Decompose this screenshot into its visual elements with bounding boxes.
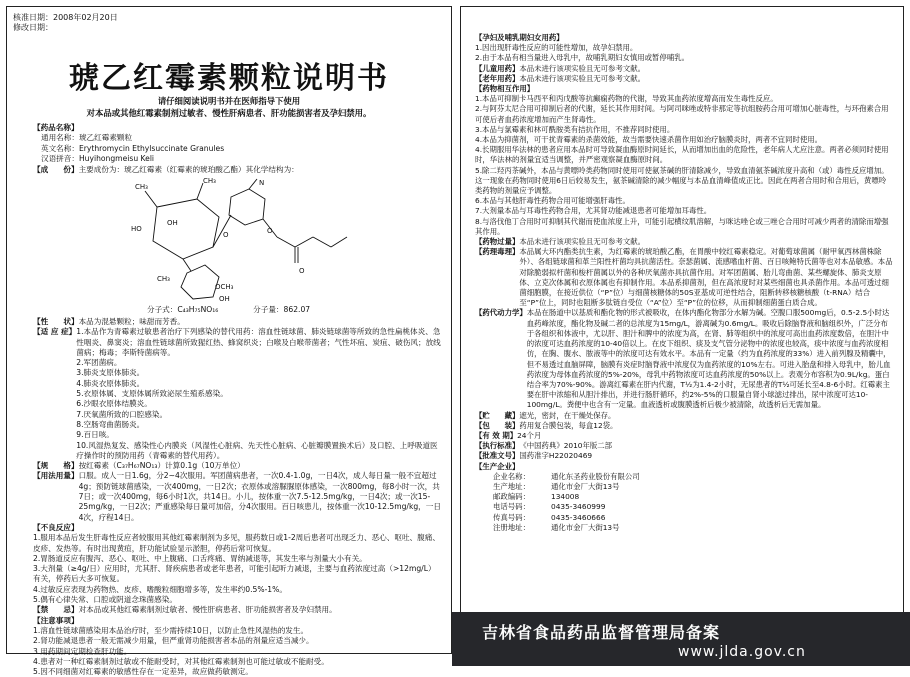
- section-label: 【孕妇及哺乳期妇女用药】: [475, 33, 564, 42]
- label-oh-1: OH: [167, 219, 178, 227]
- section-label: 【注意事项】: [33, 615, 79, 625]
- revise-date: 修改日期：: [13, 23, 53, 32]
- manufacturer-row: 注册地址： 通化市金厂大街13号: [493, 522, 620, 532]
- manufacturer-row: 传真号码： 0435-3460666: [493, 512, 606, 522]
- manufacturer-row: 企业名称： 通化东圣药业股份有限公司: [493, 471, 640, 481]
- section-appearance: 【性 状】 本品为混悬颗粒；味甜而芳香。: [33, 317, 185, 326]
- section-label: 【生产企业】: [475, 461, 520, 471]
- section-composition: [33, 165, 443, 175]
- section-indications: 【适 应 症】 1.本品作为青霉素过敏患者治疗下列感染的替代用药：溶血性链球菌、肺炎链球菌等所致的急性扁桃体炎、急性咽炎、鼻窦炎；溶血性链球菌所致猩红热、蜂窝织炎；白喉及白喉带菌者；气性坏疽、炭疽、破伤风；放线菌病；梅毒；李斯特菌病等。 2.军团菌病。 3.肺炎支原体肺炎。 4.肺炎衣原体肺炎。 5.衣原体属、支原体属所致泌尿生殖系感染。 6.沙眼衣原体结膜炎。 7.厌氧菌所致的口腔感染。 8.空肠弯曲菌肠炎。 9.百日咳。 10.风湿热复发、感染性心内膜炎（风湿性心脏病、先天性心脏病、心脏瓣膜置换术后）及口腔、上呼吸道医疗操作时的预防用药（青霉素的替代用药）。: [33, 327, 441, 460]
- section-label: 【儿童用药】: [475, 63, 520, 73]
- section-label: 【适 应 症】: [33, 327, 77, 337]
- section-overdose: 【药物过量】 本品未进行该项实验且无可参考文献。: [475, 237, 646, 247]
- section-label: 【药物过量】: [475, 237, 520, 247]
- section-interactions: 【药物相互作用】 1.本品可抑制卡马西平和丙戊酸等抗癫痫药物的代谢，导致其血药浓度增高而发生毒性反应。 2.与阿芬太尼合用可抑制后者的代谢，延长其作用时间。与阿司咪唑或特非那定等抗组胺药合用可增加心脏毒性，与环孢素合用可使后者血药浓度增加而产生肾毒性。 3.本品与氯霉素和林可酰胺类有拮抗作用，不推荐同时使用。 4.本品为抑菌剂，可干扰青霉素的杀菌效能，故当需要快速杀菌作用如治疗脑膜炎时，两者不宜同时使用。 4.长期服用华法林的患者应用本品时可导致凝血酶原时间延长，从而增加出血的危险性，老年病人尤应注意。两者必须同时使用时，华法林的剂量宜适当调整，并严密观察凝血酶原时间。 5.除二羟丙茶碱外，本品与黄嘌呤类药物同时使用可使氨茶碱的肝清除减少，导致血清氨茶碱浓度升高和（或）毒性反应增加。这一现象在药物同时使用6日后较易发生，氨茶碱清除的减少幅度与本品血清峰值成正比。因此在两者合用时和合用后，黄嘌呤类药物的剂量应予调整。 6.本品与其他肝毒性药物合用可能增强肝毒性。 7.大剂量本品与耳毒性药物合用，尤其肾功能减退患者可能增加耳毒性。 8.与洛伐他丁合用时可抑制其代谢而使血浓度上升，可能引起横纹肌溶解，与咪达唑仑或三唑仑合用时可减少两者的清除而增强其作用。: [475, 84, 893, 237]
- desosamine-ring: [229, 189, 265, 225]
- section-shelf-life: 【有 效 期】 24个月: [475, 430, 542, 440]
- section-label: 【批准文号】: [475, 451, 520, 461]
- section-label: 【成 份】: [33, 165, 79, 174]
- section-specification: 【规 格】 按红霉素（C₃₇H₆₇NO₁₃）计算0.1g（10万单位）: [33, 461, 245, 471]
- section-storage: 【贮 藏】 遮光，密封，在干燥处保存。: [475, 410, 616, 420]
- section-label: 【性 状】: [33, 317, 79, 326]
- section-label: 【禁 忌】: [33, 605, 79, 615]
- molecular-formula: 分子式：C₄₃H₇₅NO₁₆: [147, 305, 219, 314]
- section-label: 【执行标准】: [475, 441, 520, 451]
- label-o-1: O: [223, 231, 229, 239]
- generic-name: 通用名称：琥乙红霉素颗粒: [41, 133, 133, 143]
- label-oh-2: OH: [219, 295, 230, 303]
- section-contraindications: 【禁 忌】 对本品或其他红霉素制剂过敏者、慢性肝病患者、肝功能损害者及孕妇禁用。: [33, 605, 337, 615]
- label-n: N: [259, 179, 265, 187]
- section-drug-name: [33, 123, 443, 164]
- section-label: 【不良反应】: [33, 522, 79, 532]
- regulator-url: www.jlda.gov.cn: [678, 644, 806, 660]
- section-label: 【有 效 期】: [475, 430, 518, 440]
- section-dosage: 【用法用量】 口服。成人一日1.6g，分2~4次服用。军团菌病患者，一次0.4-1.0g，一日4次，成人每日量一般不宜超过4g；预防链球菌感染，一次400mg，一日2次；衣原体或溶脲脲原体感染，一次800mg，每8小时一次，共7日；或一次400mg，每6小时1次，共14日。小儿，按体重一次7.5-12.5mg/kg，一日4次；或一次15-25mg/kg，一日2次；严重感染每日量可加倍，分4次服用。百日咳患儿，按体重一次10-12.5mg/kg，一日4次，疗程14日。: [33, 471, 441, 522]
- section-pharmacology: 【药理毒理】 本品属大环内酯类抗生素，为红霉素的琥珀酸乙酯，在胃酸中较红霉素稳定。对葡萄球菌属（耐甲氧西林菌株除外）、各组链球菌和革兰阳性杆菌均具抗菌活性。奈瑟菌属、流感嗜血杆菌、百日咳鲍特氏菌等也对本品敏感。本品对除脆弱拟杆菌和梭杆菌属以外的各种厌氧菌亦具抗菌作用。对军团菌属、胎儿弯曲菌、某些螺旋体、肺炎支原体、立克次体属和衣原体属也有抑制作用。本品系抑菌剂，但在高浓度时对某些细菌也具杀菌作用。本品可透过细菌细胞膜，在接近供位（“P”位）与细菌核糖体的50S亚基成可逆性结合，阻断转移核糖核酸（t-RNA）结合至“P”位上，同时也阻断多肽链自受位（“A”位）至“P”位的位移，从而抑制细菌蛋白质合成。: [475, 247, 893, 308]
- section-label: 【贮 藏】: [475, 410, 520, 420]
- label-och3: OCH₃: [215, 283, 234, 291]
- section-package: 【包 装】 药用复合膜包装，每盒12袋。: [475, 420, 618, 430]
- regulator-name: 吉林省食品药品监督管理局备案: [482, 623, 721, 642]
- pinyin-name: 汉语拼音：Huyihongmeisu Keli: [41, 153, 155, 163]
- warning-line-1: 请仔细阅读说明书并在医师指导下使用: [157, 96, 301, 106]
- manufacturer-row: 生产地址： 通化市金厂大街13号: [493, 481, 620, 491]
- label-o-3: O: [299, 267, 305, 275]
- section-label: 【药品名称】: [33, 123, 79, 132]
- label-ch3-2: CH₃: [203, 177, 216, 185]
- section-geriatric: 【老年用药】 本品未进行该项实验且无可参考文献。: [475, 73, 646, 83]
- page-title: 琥乙红霉素颗粒说明书: [69, 61, 389, 96]
- document-dates: [13, 13, 118, 33]
- macrolide-ring: [153, 199, 219, 259]
- chemical-structure-diagram: [127, 177, 357, 305]
- formula-line: [147, 305, 443, 315]
- right-sections: [475, 33, 893, 533]
- label-ho-1: HO: [131, 225, 142, 233]
- warning-block: [7, 95, 451, 119]
- manufacturer-row: 电话号码： 0435-3460999: [493, 502, 606, 512]
- label-o-2: O: [267, 227, 273, 235]
- section-pediatric: 【儿童用药】 本品未进行该项实验且无可参考文献。: [475, 63, 646, 73]
- section-label: 【老年用药】: [475, 73, 520, 83]
- cladinose-ring: [181, 265, 219, 299]
- english-name: 英文名称：Erythromycin Ethylsuccinate Granules: [41, 143, 225, 153]
- regulator-watermark: [452, 612, 910, 666]
- drug-name-lines: [41, 133, 443, 164]
- section-label: 【用法用量】: [33, 471, 79, 481]
- left-panel: [6, 6, 452, 677]
- section-label: 【规 格】: [33, 461, 79, 471]
- molecular-weight: 分子量：862.07: [253, 305, 311, 314]
- section-label: 【包 装】: [475, 420, 520, 430]
- composition-text: 主要成份为：琥乙红霉素（红霉素的琥珀酸乙酯）其化学结构为：: [78, 165, 299, 174]
- section-adverse-reactions: 【不良反应】 1.服用本品后发生肝毒性反应者较服用其他红霉素制剂为多见，服药数日或1-2周后患者可出现乏力、恶心、呕吐、腹痛、皮疹、发热等。有时出现黄疸，肝功能试验显示淤胆，停药后常可恢复。 2.胃肠道反应有腹泻、恶心、呕吐、中上腹痛、口舌疼痛、胃纳减退等，其发生率与剂量大小有关。 3.大剂量（≥4g/日）应用时，尤其肝、肾疾病患者或老年患者，可能引起听力减退，主要与血药浓度过高（>12mg/L）有关，停药后大多可恢复。 4.过敏反应表现为药物热、皮疹、嗜酸粒细胞增多等，发生率约0.5%-1%。 5.偶有心律失常、口腔或阴道念珠菌感染。: [33, 523, 443, 605]
- section-pregnancy: 【孕妇及哺乳期妇女用药】 1.因出现肝毒性反应的可能性增加，故孕妇禁用。 2.由于本品有相当量进入母乳中，故哺乳期妇女慎用或暂停哺乳。: [475, 33, 893, 64]
- section-standard: 【执行标准】 《中国药典》2010年版二部: [475, 441, 613, 451]
- section-precautions: 【注意事项】 1.溶血性链球菌感染用本品治疗时，至少需持续10日，以防止急性风湿热的发生。 2.肾功能减退患者一般无需减少用量，但严重肾功能损害者本品的剂量应适当减少。 3.用药期间定期检查肝功能。 4.患者对一种红霉素制剂过敏或不能耐受时，对其他红霉素制剂也可能过敏或不能耐受。 5.因不同细菌对红霉素的敏感性存在一定差异，故应做药敏测定。: [33, 616, 443, 677]
- section-label: 【药代动力学】: [475, 308, 527, 318]
- section-pharmacokinetics: 【药代动力学】 本品在肠道中以基质和酯化物的形式被吸收，在体内酯化物部分水解为碱。空腹口服500mg后，0.5-2.5小时达血药峰浓度，酯化物及碱二者的总浓度为15mg/L，游离碱为0.6mg/L。吸收后除脑脊液和脑组织外，广泛分布于各组织和体液中，尤以肝、胆汁和脾中的浓度为高，在肾、肺等组织中的浓度可高出血药浓度数倍，在胆汁中的浓度可达血药浓度的10-40倍以上。在皮下组织、痰及支气管分泌物中的浓度也较高，痰中浓度与血药浓度相仿，在胸、腹水、脓液等中的浓度可达有效水平。本品有一定量（约为血药浓度的33%）进入前列腺及精囊中，但不易透过血脑屏障，脑膜有炎症时脑脊液中浓度仅为血药浓度的10%左右。可进入胎盘和排入母乳中，胎儿血药浓度为母体血药浓度的5%-20%，母乳中药物浓度可达血药浓度的50%以上。表观分布容积为0.9L/kg。蛋白结合率为70%-90%。游离红霉素在肝内代谢，T½为1.4-2小时，无尿患者的T½可延长至4.8-6小时。红霉素主要在肝中浓缩和从胆汁排出，并进行肠肝循环，约2%-5%的口服量自肾小球滤过排出，尿中浓度可达10-100mg/L。粪便中也含有一定量。血液透析或腹膜透析后极少被清除，故透析后无需加量。: [475, 308, 891, 410]
- manufacturer-row: 邮政编码： 134008: [493, 492, 580, 502]
- label-ch3-1: CH₃: [135, 183, 148, 191]
- section-manufacturer: [475, 462, 893, 533]
- section-approval-number: 【批准文号】 国药准字H22020469: [475, 451, 593, 461]
- left-sections: [33, 317, 443, 677]
- approve-date: 核准日期：2008年02月20日: [13, 13, 118, 22]
- warning-line-2: 对本品或其他红霉素制剂过敏者、慢性肝病患者、肝功能损害者及孕妇禁用。: [86, 108, 372, 118]
- section-label: 【药物相互作用】: [475, 84, 535, 94]
- right-panel: [460, 6, 904, 654]
- label-ch3-3: CH₃: [157, 275, 170, 283]
- section-label: 【药理毒理】: [475, 247, 520, 257]
